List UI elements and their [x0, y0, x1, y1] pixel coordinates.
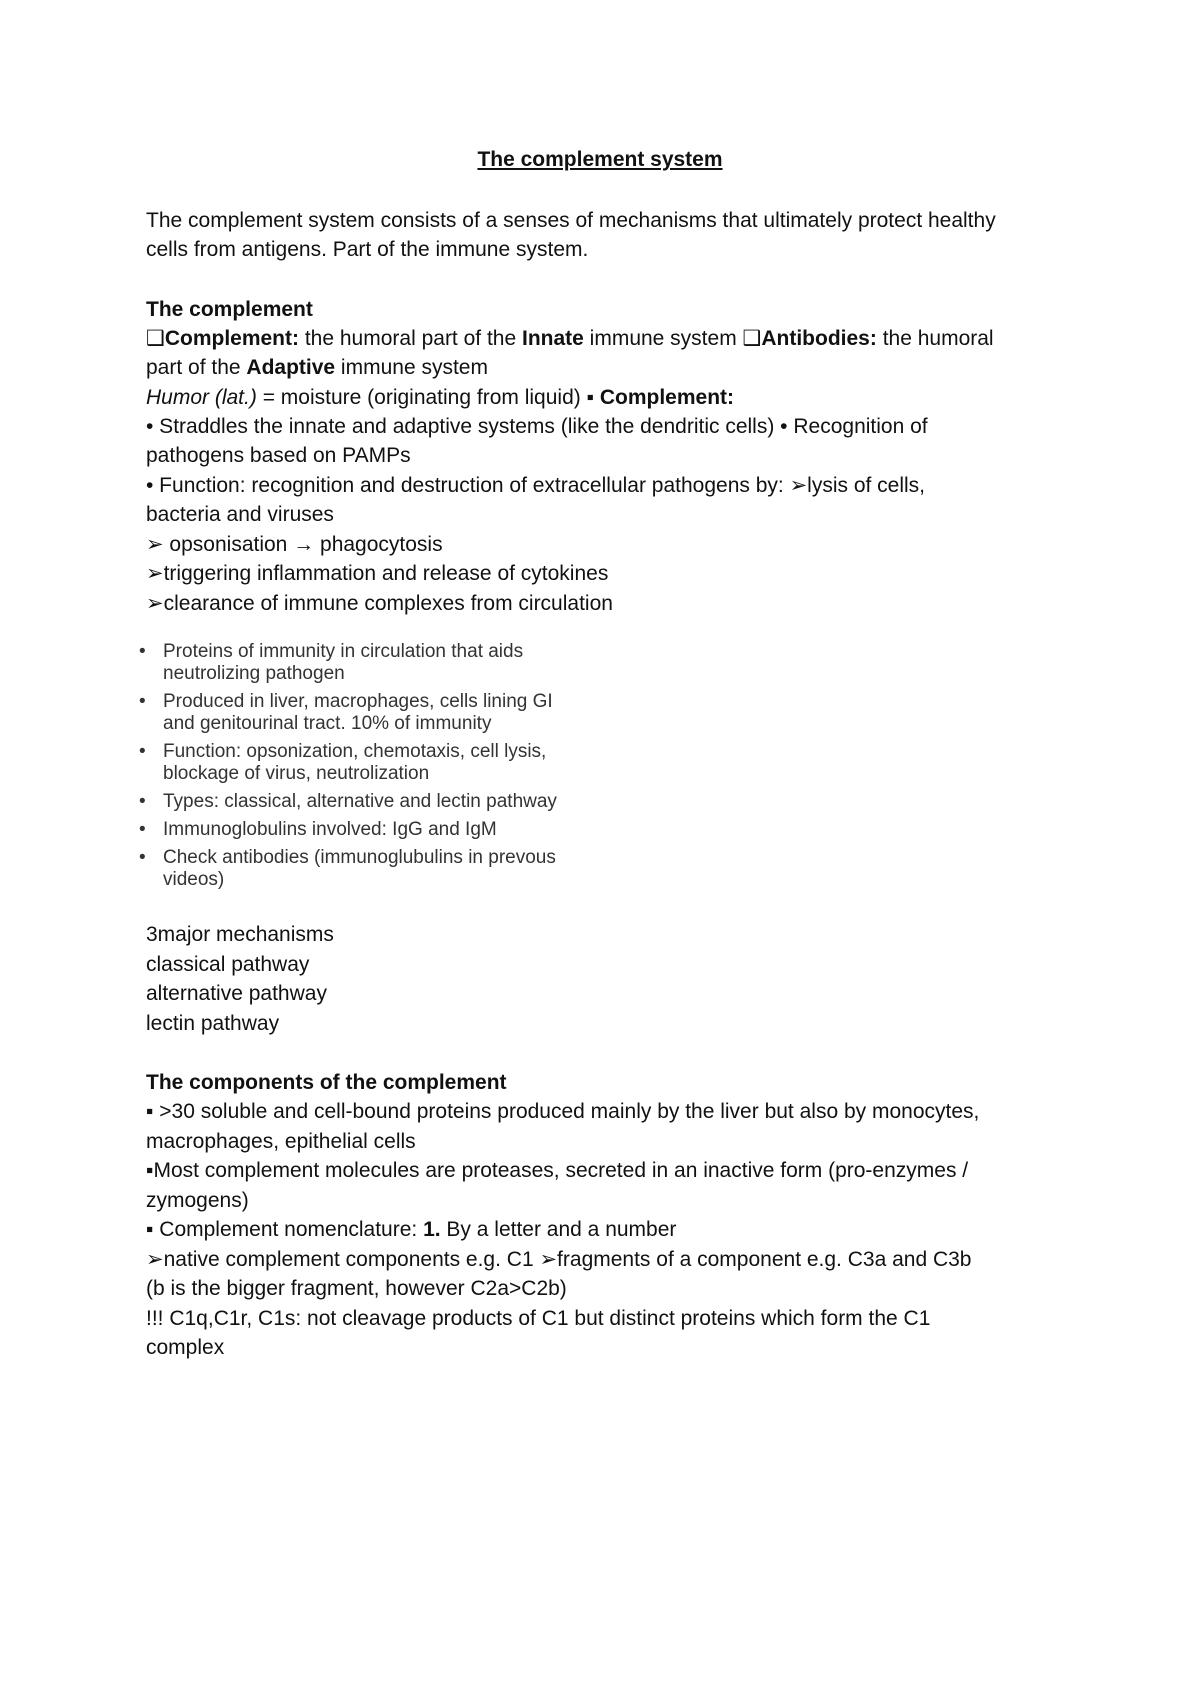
section-heading-components	[146, 1070, 1076, 1096]
mechanism-classical: classical pathway	[146, 953, 310, 976]
components-line-4: zymogens)	[146, 1189, 249, 1212]
list-item-line-2: neutrolizing pathogen	[163, 663, 345, 684]
complement-bold: Complement:	[599, 386, 735, 409]
mechanism-lectin: lectin pathway	[146, 1012, 280, 1035]
clearance-line: ➢clearance of immune complexes from circulation	[146, 592, 613, 615]
bullet-icon: •	[139, 691, 146, 712]
adaptive-pre: part of the	[146, 356, 247, 379]
heading-text: The components of the complement	[146, 1071, 507, 1094]
list-item-line-2: blockage of virus, neutrolization	[163, 763, 430, 784]
components-line-3: ▪Most complement molecules are proteases, secreted in an inactive form (pro-enzymes /	[146, 1159, 969, 1182]
inflammation-line: ➢triggering inflammation and release of cytokines	[146, 562, 609, 585]
complement-label: Complement:	[164, 327, 300, 350]
heading-text: The complement	[146, 298, 313, 321]
humor-term: Humor (lat.)	[146, 386, 257, 409]
checkbox-icon: ❑	[742, 327, 762, 350]
antibodies-text: the humoral	[876, 327, 994, 350]
innate-word: Innate	[521, 327, 584, 350]
components-line-1: ▪ >30 soluble and cell-bound proteins produced mainly by the liver but also by monocytes,	[146, 1100, 980, 1123]
list-item-line-2: videos)	[163, 869, 225, 890]
intro-line-1: The complement system consists of a senses of mechanisms that ultimately protect healthy	[146, 209, 996, 232]
nomenclature-line	[146, 1217, 1076, 1243]
bullet-icon: •	[139, 641, 146, 662]
intro-line-2: cells from antigens. Part of the immune system.	[146, 238, 589, 261]
section-heading-complement	[146, 297, 1076, 323]
list-item-line-1: Proteins of immunity in circulation that aids	[163, 641, 524, 662]
list-item-line-1: Types: classical, alternative and lectin pathway	[163, 791, 557, 812]
humor-line	[146, 385, 1076, 411]
native-components-line: ➢native complement components e.g. C1 ➢fragments of a component e.g. C3a and C3b	[146, 1248, 972, 1271]
bullet-icon: •	[139, 741, 146, 762]
bigger-fragment-line: (b is the bigger fragment, however C2a>C2b)	[146, 1277, 567, 1300]
list-item-line-2: and genitourinal tract. 10% of immunity	[163, 713, 492, 734]
adaptive-tail: immune system	[335, 356, 488, 379]
nomenclature-pre: ▪ Complement nomenclature:	[146, 1218, 424, 1241]
humor-text: = moisture (originating from liquid) ▪	[256, 386, 600, 409]
document-title: The complement system	[477, 148, 723, 171]
complement-antibodies-line	[146, 326, 1076, 352]
adaptive-word: Adaptive	[246, 356, 336, 379]
list-item-line-1: Check antibodies (immunoglubulins in prevous	[163, 847, 556, 868]
nomenclature-number: 1.	[423, 1218, 441, 1241]
complex-line: complex	[146, 1336, 225, 1359]
complement-tail: immune system	[583, 327, 743, 350]
nomenclature-tail: By a letter and a number	[440, 1218, 677, 1241]
bullet-icon: •	[139, 847, 146, 868]
adaptive-line	[146, 355, 1076, 381]
components-line-2: macrophages, epithelial cells	[146, 1130, 416, 1153]
antibodies-label: Antibodies:	[761, 327, 877, 350]
c1-complex-line: !!! C1q,C1r, C1s: not cleavage products of C1 but distinct proteins which form the C1	[146, 1307, 931, 1330]
function-line: • Function: recognition and destruction of extracellular pathogens by: ➢lysis of cells,	[146, 474, 926, 497]
list-item-line-1: Function: opsonization, chemotaxis, cell lysis,	[163, 741, 547, 762]
list-item-line-1: Immunoglobulins involved: IgG and IgM	[163, 819, 497, 840]
bullet-icon: •	[139, 819, 146, 840]
checkbox-icon: ❑	[146, 327, 165, 350]
bullet-icon: •	[139, 791, 146, 812]
list-item-line-1: Produced in liver, macrophages, cells lining GI	[163, 691, 553, 712]
complement-text: the humoral part of the	[299, 327, 522, 350]
opsonisation-line: ➢ opsonisation → phagocytosis	[146, 533, 443, 556]
straddles-line: • Straddles the innate and adaptive systems (like the dendritic cells) • Recognition of	[146, 415, 928, 438]
mechanism-alternative: alternative pathway	[146, 982, 327, 1005]
mechanisms-heading: 3major mechanisms	[146, 923, 334, 946]
pamps-line: pathogens based on PAMPs	[146, 444, 411, 467]
bacteria-line: bacteria and viruses	[146, 503, 334, 526]
